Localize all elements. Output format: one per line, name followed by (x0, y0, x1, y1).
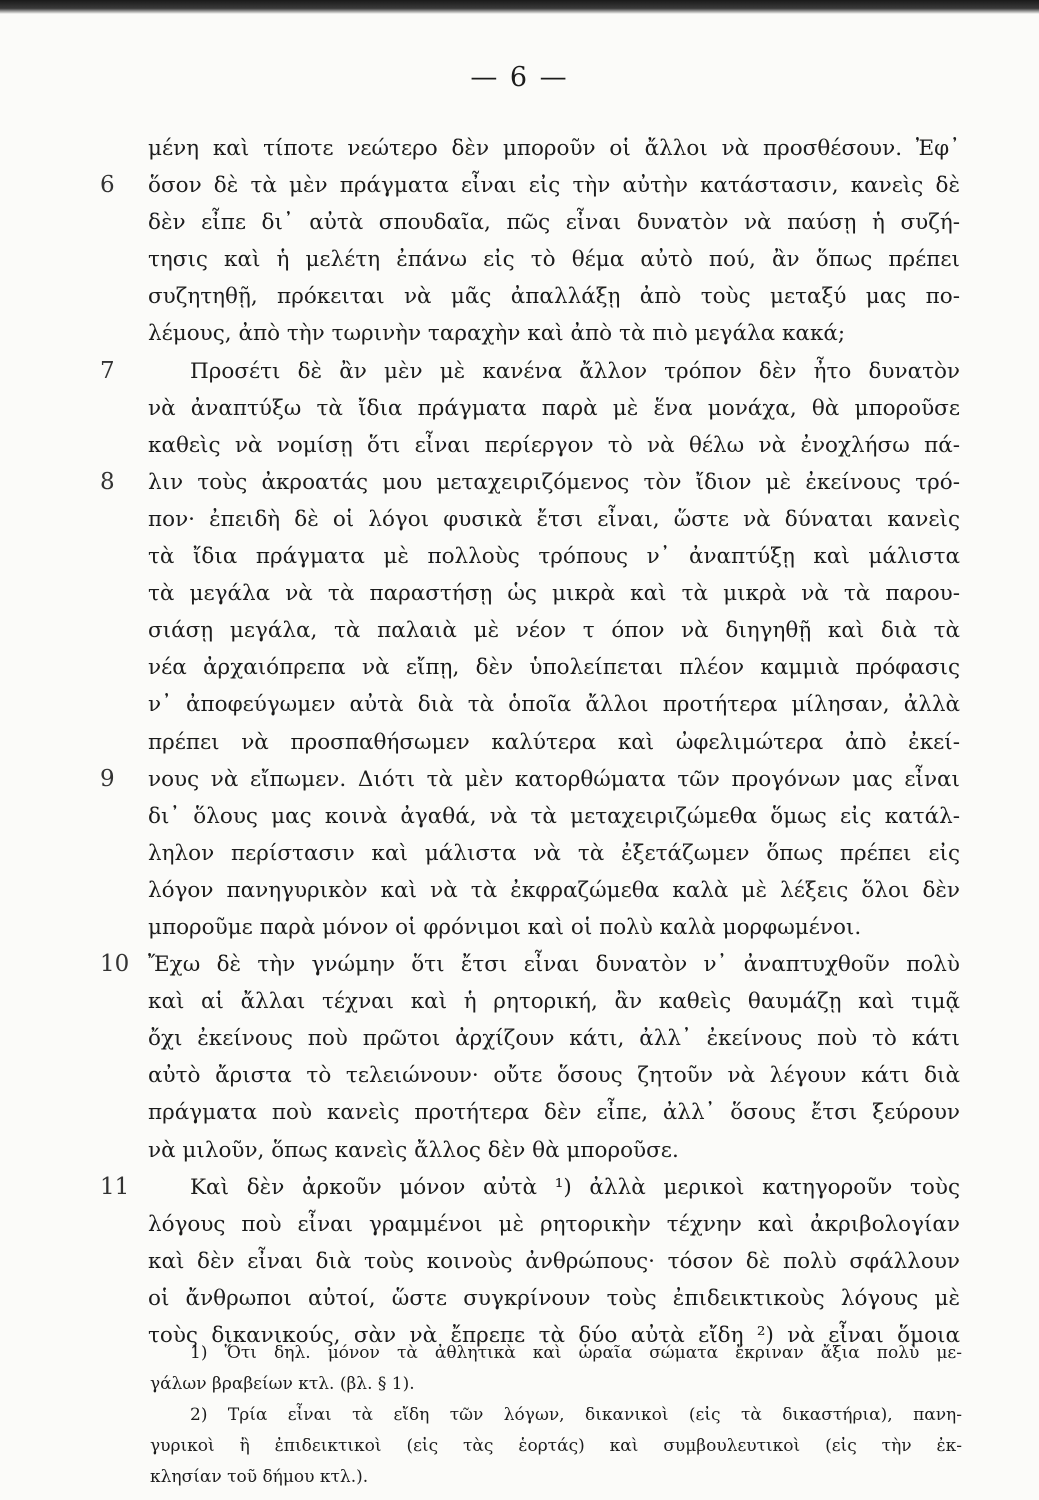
footnote-line: γυρικοὶ ἢ ἐπιδεικτικοὶ (εἰς τὰς ἑορτάς) καὶ συμβουλευτικοὶ (εἰς τὴν ἐκ- (150, 1436, 962, 1456)
text-line: μποροῦμε παρὰ μόνον οἱ φρόνιμοι καὶ οἱ πολὺ καλὰ μορφωμένοι. (148, 914, 862, 940)
text-line: 8 λιν τοὺς ἀκροατάς μου μεταχειριζόμενος τὸν ἴδιον μὲ ἐκείνους τρό- (148, 464, 960, 501)
text-line: καὶ αἱ ἄλλαι τέχναι καὶ ἡ ρητορική, ἂν καθεὶς θαυμάζῃ καὶ τιμᾷ (148, 989, 960, 1015)
text-line: συζητηθῇ, πρόκειται νὰ μᾶς ἀπαλλάξῃ ἀπὸ τοὺς μεταξύ μας πο- (148, 284, 960, 310)
text-line: νὰ ἀναπτύξω τὰ ἴδια πράγματα παρὰ μὲ ἕνα μονάχα, θὰ μποροῦσε (148, 395, 960, 421)
footnote-line: 1) Ὅτι δηλ. μόνον τὰ ἀθλητικὰ καὶ ὡραῖα σώματα ἔκριναν ἄξια πολὺ με- (190, 1343, 962, 1363)
paragraph-number: 8 (100, 468, 115, 495)
text-line: τὰ μεγάλα νὰ τὰ παραστήσῃ ὡς μικρὰ καὶ τὰ μικρὰ νὰ τὰ παρου- (148, 581, 960, 607)
paragraph-number: 7 (100, 357, 115, 384)
paragraph-number: 6 (100, 172, 115, 199)
text-line: 11 Καὶ δὲν ἀρκοῦν μόνον αὐτὰ ¹) ἀλλὰ μερικοὶ κατηγοροῦν τοὺς (148, 1169, 960, 1206)
text-line: δι᾿ ὅλους μας κοινὰ ἀγαθά, νὰ τὰ μεταχειριζώμεθα ὅμως εἰς κατάλ- (148, 803, 960, 829)
text-line: πον· ἐπειδὴ δὲ οἱ λόγοι φυσικὰ ἔτσι εἶναι, ὥστε νὰ δύναται κανεὶς (148, 506, 960, 532)
text-line: 10 Ἔχω δὲ τὴν γνώμην ὅτι ἔτσι εἶναι δυνατὸν ν᾿ ἀναπτυχθοῦν πολὺ (148, 946, 960, 983)
text-line: καὶ δὲν εἶναι διὰ τοὺς κοινοὺς ἀνθρώπους· τόσον δὲ πολὺ σφάλλουν (148, 1248, 960, 1274)
scan-edge-band (0, 0, 1039, 14)
text-line: τὰ ἴδια πράγματα μὲ πολλοὺς τρόπους ν᾿ ἀναπτύξῃ καὶ μάλιστα (148, 544, 960, 570)
text-line: λόγους ποὺ εἶναι γραμμένοι μὲ ρητορικὴν τέχνην καὶ ἀκριβολογίαν (148, 1211, 960, 1237)
paragraph-number: 11 (100, 1173, 130, 1200)
text-line: τοὺς δικανικούς, σὰν νὰ ἔπρεπε τὰ δύο αὐτὰ εἴδη ²) νὰ εἶναι ὅμοια (148, 1323, 960, 1348)
text-line: μένη καὶ τίποτε νεώτερο δὲν μποροῦν οἱ ἄλλοι νὰ προσθέσουν. Ἐφ᾿ (148, 136, 960, 161)
text-line: 7 Προσέτι δὲ ἂν μὲν μὲ κανένα ἄλλον τρόπον δὲν ἦτο δυνατὸν (148, 353, 960, 390)
page-number: — 6 — (470, 62, 569, 93)
footnote-line: κλησίαν τοῦ δήμου κτλ.). (150, 1467, 369, 1487)
text-line: οἱ ἄνθρωποι αὐτοί, ὥστε συγκρίνουν τοὺς ἐπιδεικτικοὺς λόγους μὲ (148, 1285, 960, 1311)
text-line: σιάσῃ μεγάλα, τὰ παλαιὰ μὲ νέον τ όπον νὰ διηγηθῇ καὶ διὰ τὰ (148, 618, 960, 644)
text-line: αὐτὸ ἄριστα τὸ τελειώνουν· οὔτε ὅσους ζητοῦν νὰ λέγουν κάτι διὰ (148, 1063, 960, 1089)
text-line: ὄχι ἐκείνους ποὺ πρῶτοι ἀρχίζουν κάτι, ἀλλ᾿ ἐκείνους ποὺ τὸ κάτι (148, 1026, 960, 1052)
text-line: νέα ἀρχαιόπρεπα νὰ εἴπῃ, δὲν ὑπολείπεται πλέον καμμιὰ πρόφασις (148, 655, 960, 681)
text-line: λέμους, ἀπὸ τὴν τωρινὴν ταραχὴν καὶ ἀπὸ τὰ πιὸ μεγάλα κακά; (148, 321, 846, 347)
text-line: καθεὶς νὰ νομίσῃ ὅτι εἶναι περίεργον τὸ νὰ θέλω νὰ ἐνοχλήσω πά- (148, 432, 960, 458)
text-line: τησις καὶ ἡ μελέτη ἐπάνω εἰς τὸ θέμα αὐτὸ πού, ἂν ὅπως πρέπει (148, 247, 960, 273)
text-line: ν᾿ ἀποφεύγωμεν αὐτὰ διὰ τὰ ὁποῖα ἄλλοι προτήτερα μίλησαν, ἀλλὰ (148, 692, 960, 718)
text-line: πράγματα ποὺ κανεὶς προτήτερα δὲν εἶπε, ἀλλ᾿ ὅσους ἔτσι ξεύρουν (148, 1100, 960, 1126)
paragraph-number: 10 (100, 951, 130, 978)
text-line: πρέπει νὰ προσπαθήσωμεν καλύτερα καὶ ὠφελιμώτερα ἀπὸ ἐκεί- (148, 729, 960, 755)
footnote-line: 2) Τρία εἶναι τὰ εἴδη τῶν λόγων, δικανικοὶ (εἰς τὰ δικαστήρια), πανη- (190, 1405, 962, 1425)
text-line: νὰ μιλοῦν, ὅπως κανεὶς ἄλλος δὲν θὰ μποροῦσε. (148, 1137, 679, 1163)
text-line: 6 ὅσον δὲ τὰ μὲν πράγματα εἶναι εἰς τὴν αὐτὴν κατάστασιν, κανεὶς δὲ (148, 167, 960, 204)
footnotes (150, 1338, 962, 1493)
text-line: δὲν εἶπε δι᾿ αὐτὰ σπουδαῖα, πῶς εἶναι δυνατὸν νὰ παύσῃ ἡ συζή- (148, 210, 960, 236)
main-text (100, 130, 960, 1354)
text-line: 9 νους νὰ εἴπωμεν. Διότι τὰ μὲν κατορθώματα τῶν προγόνων μας εἶναι (148, 761, 960, 798)
footnote-line: γάλων βραβείων κτλ. (βλ. § 1). (150, 1374, 415, 1394)
text-line: λόγον πανηγυρικὸν καὶ νὰ τὰ ἐκφραζώμεθα καλὰ μὲ λέξεις ὅλοι δὲν (148, 877, 960, 903)
text-line: ληλον περίστασιν καὶ μάλιστα νὰ τὰ ἐξετάζωμεν ὅπως πρέπει εἰς (148, 840, 960, 866)
paragraph-number: 9 (100, 765, 115, 792)
